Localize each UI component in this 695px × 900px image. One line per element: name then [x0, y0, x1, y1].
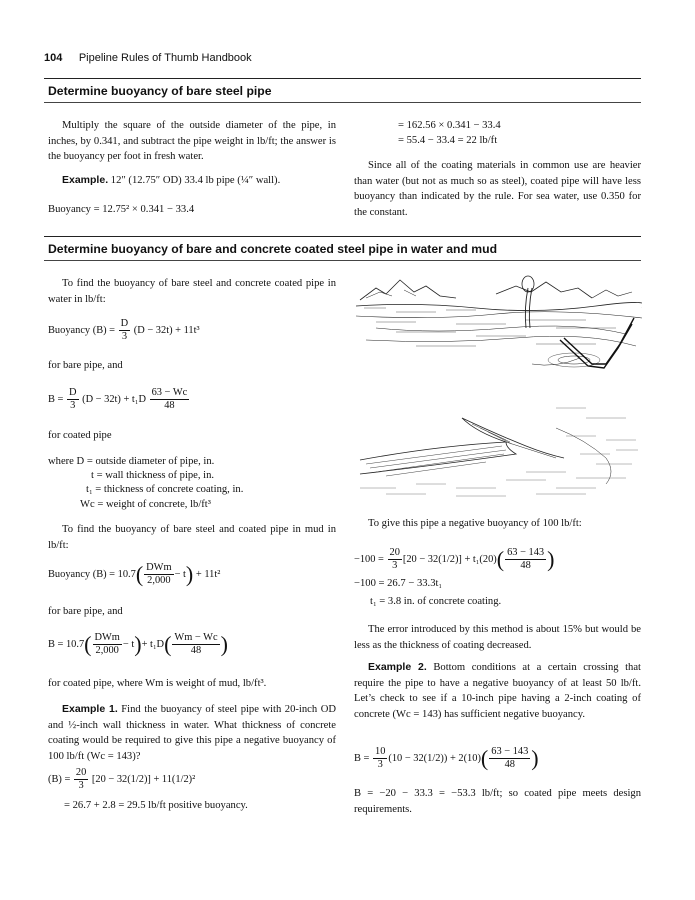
eq3-lhs: Buoyancy (B) = 10.7 — [48, 568, 136, 580]
negative-buoyancy-intro: To give this pipe a negative buoyancy of 100 lb/ft: — [368, 518, 582, 529]
neg-eq-num: 20 — [389, 547, 400, 558]
eq2-den: 3 — [70, 400, 76, 411]
example2-result: B = −20 − 33.3 = −53.3 lb/ft; so coated pipe meets design requirements. — [354, 788, 641, 815]
example2-equation: B = $\frac{10}{3}$ (10 − 32(1/2)) + 2(10)( $\frac{63 - 143}{48}$ ) — [354, 745, 539, 771]
where-t: t = wall thickness of pipe, in. — [91, 470, 215, 482]
buoyancy-formula: Buoyancy = 12.75² × 0.341 − 33.4 — [48, 204, 195, 215]
ex2-eq-lhs: B = — [354, 752, 370, 764]
eq2-fraction — [67, 387, 79, 412]
header-rule — [44, 78, 641, 79]
calc-line-2: = 55.4 − 33.4 = 22 lb/ft — [398, 135, 498, 146]
for-coated-pipe: for coated pipe — [48, 430, 112, 441]
eq4-den: 2,000 — [95, 645, 119, 656]
eq3-mid: − t — [174, 568, 186, 580]
eq2-lhs: B = — [48, 393, 64, 405]
negative-buoyancy-step3: t₁ = 3.8 in. of concrete coating. — [370, 596, 502, 607]
ex1-eq-lhs: (B) = — [48, 773, 71, 785]
ex1-eq-rest: [20 − 32(1/2)] + 11(1/2)² — [91, 773, 196, 785]
eq1-rest: (D − 32t) + 11t³ — [133, 324, 200, 336]
eq3-den: 2,000 — [147, 575, 171, 586]
section1-note: Since all of the coating materials in common use are heavier than water (but not as much so as steel), coated pipe will have less buoyancy than indicated by the rule. For sea water, use 0.350 for the constant. — [354, 160, 641, 218]
negative-buoyancy-step2: −100 = 26.7 − 33.3t₁ — [354, 578, 443, 589]
where-block — [48, 455, 243, 512]
eq4-fraction — [93, 632, 122, 657]
example-label: Example. — [62, 174, 109, 186]
ex2-eq-fraction — [373, 746, 387, 771]
error-note: The error introduced by this method is about 15% but would be less as the thickness of coating decreased. — [354, 624, 641, 651]
for-coated-pipe-mud: for coated pipe, where Wm is weight of mud, lb/ft³. — [48, 678, 267, 689]
book-title: Pipeline Rules of Thumb Handbook — [78, 52, 252, 64]
example1-result: = 26.7 + 2.8 = 29.5 lb/ft positive buoyancy. — [64, 800, 248, 811]
eq3-fraction — [144, 562, 173, 587]
ex2-eq-num: 10 — [375, 746, 386, 757]
equation-bare-mud: Buoyancy (B) = 10.7( $\frac{\text{DWm}}{2,000}$ − t) + 11t² — [48, 561, 221, 587]
section1-rule — [44, 102, 641, 103]
eq2-fden: 48 — [164, 400, 175, 411]
running-header — [44, 48, 252, 66]
eq1-fraction — [119, 318, 131, 343]
eq1-den: 3 — [121, 331, 128, 342]
eq4-coef-fraction — [172, 632, 219, 657]
eq2-coef-fraction — [150, 387, 190, 412]
eq2-mid: (D − 32t) + t₁D — [82, 393, 146, 405]
eq4-t1d: + t₁D — [141, 638, 165, 650]
calc-line-1: = 162.56 × 0.341 − 33.4 — [398, 120, 501, 131]
eq1-num: D — [120, 318, 129, 329]
example1 — [48, 702, 336, 764]
section2-top-rule — [44, 236, 641, 237]
ex2-eq-mid: (10 − 32(1/2)) + 2(10) — [388, 752, 481, 764]
for-bare-pipe: for bare pipe, and — [48, 360, 123, 371]
example1-text: Find the buoyancy of steel pipe with 20-inch OD and ½-inch wall thickness in water. What thickness of concrete coating would be required to give this pipe a negative buoyancy of 100 lb/ft (Wc = 143)? — [48, 704, 336, 762]
neg-eq-den: 3 — [392, 560, 398, 571]
eq1-lhs: Buoyancy (B) = — [48, 324, 116, 336]
ex1-eq-fraction — [74, 767, 88, 792]
eq3-rest: + 11t² — [195, 568, 221, 580]
example2-text: Bottom conditions at a certain crossing that require the pipe to have a negative buoyancy of at least 50 lb/ft. Let’s check to see if a 10-inch pipe having a 2-inch coating of concrete (Wc = 143) has sufficient negative buoyancy. — [354, 662, 641, 720]
equation-bare-water — [48, 318, 200, 343]
example2 — [354, 660, 641, 722]
eq4-mid: − t — [122, 638, 135, 650]
ex2-eq-fden: 48 — [504, 759, 515, 770]
eq4-fnum: Wm − Wc — [174, 632, 218, 643]
neg-eq-lhs: −100 = — [354, 553, 384, 565]
example1-equation — [48, 767, 195, 792]
negative-buoyancy-equation: −100 = $\frac{20}{3}$ [20 − 32(1/2)] + t₁(20)( $\frac{63 - 143}{48}$ ) — [354, 546, 555, 572]
eq4-lhs: B = 10.7 — [48, 638, 85, 650]
river-crossing-illustration — [356, 268, 642, 378]
section1-title: Determine buoyancy of bare steel pipe — [48, 84, 272, 98]
ex2-eq-fnum: 63 − 143 — [491, 746, 529, 757]
example-text: 12″ (12.75″ OD) 33.4 lb pipe (¼″ wall). — [110, 175, 281, 186]
where-d: where D = outside diameter of pipe, in. — [48, 456, 215, 467]
neg-eq-mid: [20 − 32(1/2)] + t₁(20) — [402, 553, 497, 565]
example2-label: Example 2. — [368, 661, 427, 673]
where-t1: t₁ = thickness of concrete coating, in. — [86, 484, 244, 496]
eq3-num: DWm — [146, 562, 172, 573]
equation-coated-mud: B = 10.7( $\frac{\text{DWm}}{2,000}$ − t)+ t₁D( $\frac{Wm - Wc}{48}$ ) — [48, 631, 228, 657]
where-wc: Wc = weight of concrete, lb/ft³ — [80, 498, 211, 510]
page-number: 104 — [44, 52, 63, 64]
eq4-num: DWm — [94, 632, 120, 643]
section1-example — [62, 173, 342, 189]
ex2-eq-den: 3 — [377, 759, 383, 770]
ex2-eq-coef-fraction — [489, 746, 530, 771]
section1-intro: Multiply the square of the outside diameter of the pipe, in inches, by 0.341, and subtract the pipe weight in lb/ft; the answer is the buoyancy per foot in fresh water. — [48, 120, 336, 163]
pipe-in-mud-illustration — [356, 388, 642, 500]
example1-label: Example 1. — [62, 703, 118, 715]
neg-eq-fraction — [388, 547, 402, 572]
for-bare-pipe-mud: for bare pipe, and — [48, 606, 123, 617]
eq2-fnum: 63 − Wc — [151, 387, 188, 398]
ex1-eq-num: 20 — [75, 767, 87, 778]
ex1-eq-den: 3 — [78, 780, 84, 791]
section2-rule — [44, 260, 641, 261]
intro-mud: To find the buoyancy of bare steel and coated pipe in mud in lb/ft: — [48, 524, 336, 551]
eq4-fden: 48 — [190, 645, 202, 656]
section2-title: Determine buoyancy of bare and concrete coated steel pipe in water and mud — [48, 242, 498, 256]
neg-eq-fden: 48 — [520, 560, 531, 571]
neg-eq-fnum: 63 − 143 — [507, 547, 545, 558]
equation-coated-water — [48, 387, 190, 412]
intro-water: To find the buoyancy of bare steel and concrete coated pipe in water in lb/ft: — [48, 278, 336, 305]
neg-eq-coef-fraction — [505, 547, 546, 572]
eq2-num: D — [69, 387, 77, 398]
